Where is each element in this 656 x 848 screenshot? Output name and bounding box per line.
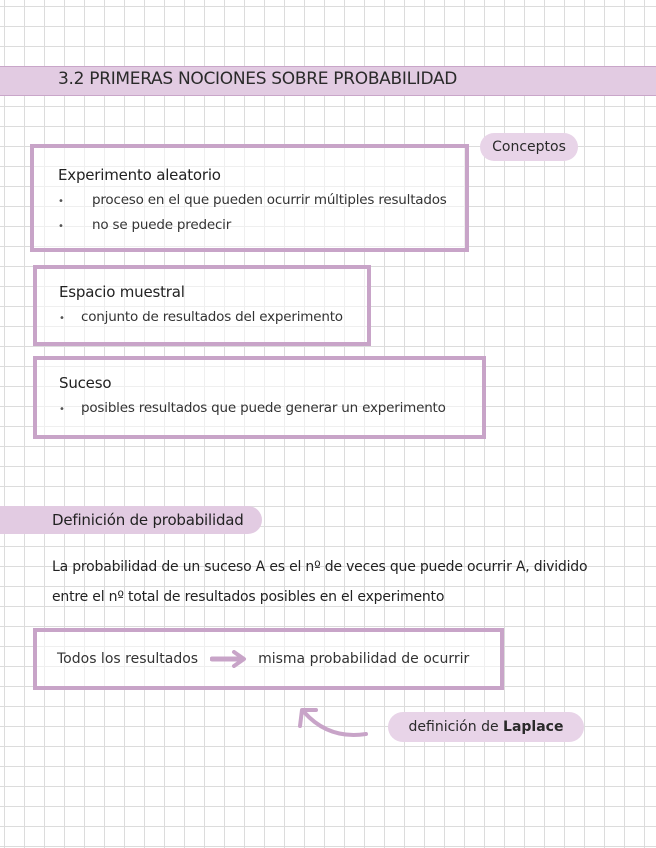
bullet-dot: • [59, 404, 65, 415]
curved-arrow-icon [292, 700, 372, 744]
concept-box-experimento [30, 144, 469, 252]
list-item [58, 217, 465, 233]
list-item-text: posibles resultados que puede generar un experimento [81, 400, 446, 416]
list-item-text: proceso en el que pueden ocurrir múltiples resultados [92, 192, 447, 208]
definition-line: entre el nº total de resultados posibles en el experimento [52, 589, 445, 605]
concept-title: Espacio muestral [59, 283, 185, 301]
laplace-box-right-text: misma probabilidad de ocurrir [258, 651, 470, 667]
concept-box-espacio [33, 265, 371, 346]
definition-line: La probabilidad de un suceso A es el nº de veces que puede ocurrir A, dividido [52, 559, 588, 575]
page-title: 3.2 PRIMERAS NOCIONES SOBRE PROBABILIDAD [58, 69, 458, 89]
arrow-right-icon [210, 650, 250, 668]
list-item [59, 309, 367, 325]
laplace-box [33, 628, 504, 690]
bullet-dot: • [59, 313, 65, 324]
list-item [58, 192, 465, 208]
list-item-text: no se puede predecir [92, 217, 232, 233]
laplace-tag-prefix: definición de [408, 719, 504, 735]
definition-heading: Definición de probabilidad [52, 511, 244, 529]
list-item [59, 400, 482, 416]
definition-paragraph [52, 552, 632, 612]
concept-title: Experimento aleatorio [58, 166, 221, 184]
concepts-tag [480, 133, 578, 161]
laplace-tag-name: Laplace [503, 719, 564, 735]
concept-box-suceso [33, 356, 486, 439]
concepts-tag-label: Conceptos [492, 139, 566, 155]
list-item-text: conjunto de resultados del experimento [81, 309, 343, 325]
concept-title: Suceso [59, 374, 112, 392]
bullet-dot: • [58, 221, 64, 232]
bullet-dot: • [58, 196, 64, 207]
laplace-box-left-text: Todos los resultados [57, 651, 199, 667]
laplace-tag [388, 712, 584, 742]
